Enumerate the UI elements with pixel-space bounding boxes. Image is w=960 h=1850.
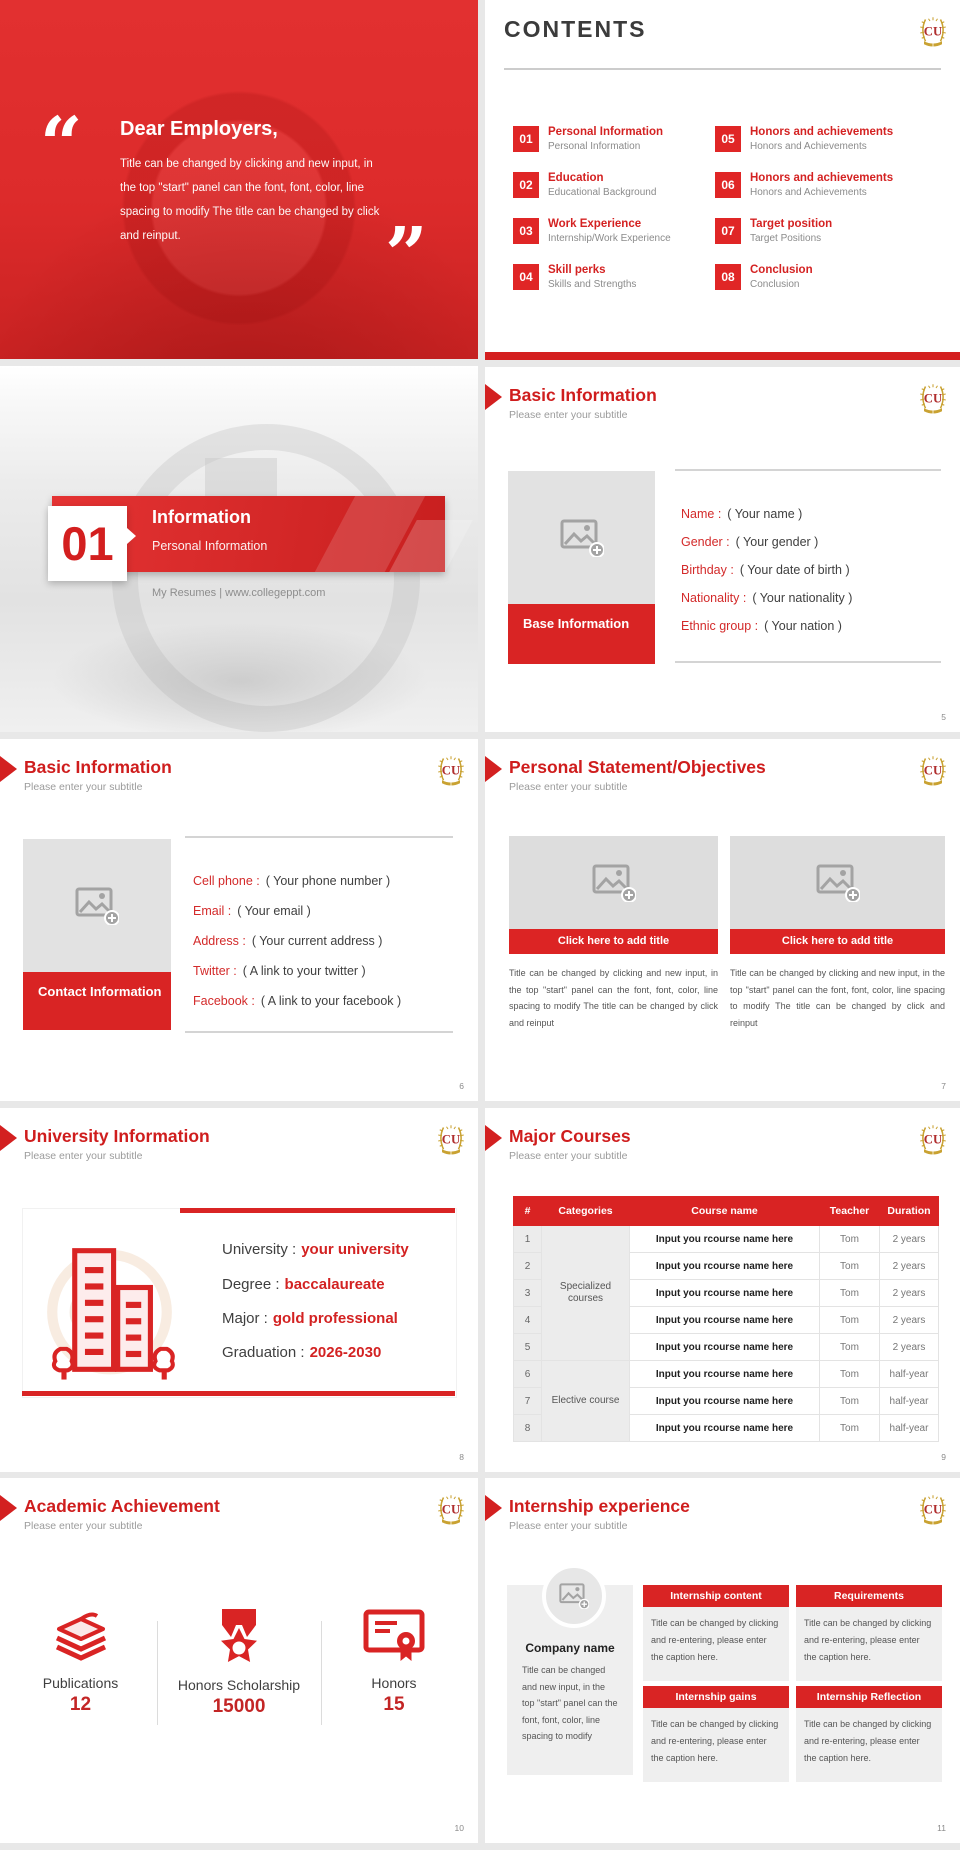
cu-logo-icon [918, 753, 948, 788]
cell-duration: 2 years [880, 1226, 939, 1253]
requirements-box [796, 1585, 942, 1681]
field-ethnic-group [681, 619, 842, 633]
university-building-icon [42, 1234, 177, 1386]
red-triangle-icon [485, 1495, 502, 1521]
cell-num: 1 [514, 1226, 542, 1253]
stat-label: Honors Scholarship [177, 1677, 301, 1693]
col-header: Categories [542, 1197, 630, 1226]
page-title: University Information [24, 1126, 210, 1146]
heading-divider [504, 68, 941, 70]
col-header: # [514, 1197, 542, 1226]
slide-internship-experience[interactable] [485, 1478, 960, 1843]
item-title: Education [548, 172, 604, 184]
field-value: ( A link to your twitter ) [242, 964, 366, 978]
cell-category: Elective course [542, 1361, 630, 1442]
cell-teacher: Tom [820, 1334, 880, 1361]
stat-label: Publications [42, 1675, 119, 1691]
photo-placeholder[interactable] [509, 836, 718, 929]
page-title: Basic Information [509, 385, 657, 405]
photo-sign-decoration [205, 458, 277, 498]
cell-teacher: Tom [820, 1415, 880, 1442]
section-footer-text: My Resumes | www.collegeppt.com [152, 587, 326, 599]
contents-item-06 [715, 172, 933, 198]
section-title: Information [152, 507, 251, 527]
page-title: Basic Information [24, 757, 172, 777]
item-subtitle: Honors and Achievements [750, 141, 867, 152]
stat-label: Honors [371, 1675, 417, 1691]
page-subtitle: Please enter your subtitle [24, 781, 143, 793]
slide-major-courses[interactable] [485, 1108, 960, 1472]
page-subtitle: Please enter your subtitle [24, 1150, 143, 1162]
open-quote-icon: “ [40, 102, 83, 188]
red-triangle-icon [485, 1125, 502, 1151]
cell-teacher: Tom [820, 1307, 880, 1334]
books-icon [49, 1606, 113, 1664]
section-subtitle: Personal Information [152, 539, 268, 553]
photo-placeholder[interactable] [23, 839, 171, 972]
field-nationality [681, 591, 852, 605]
item-number-badge: 08 [715, 264, 741, 290]
cell-num: 5 [514, 1334, 542, 1361]
red-triangle-icon [0, 1495, 17, 1521]
page-number: 11 [937, 1823, 946, 1833]
page-subtitle: Please enter your subtitle [509, 781, 628, 793]
image-add-icon [559, 1583, 589, 1609]
contents-item-05 [715, 126, 933, 152]
box-caption: Title can be changed by clicking and re-entering, please enter the caption here. [643, 1607, 789, 1681]
company-photo-placeholder[interactable] [542, 1564, 606, 1628]
internship-content-box [643, 1585, 789, 1681]
certificate-icon [362, 1606, 426, 1664]
slide-basic-info-personal[interactable] [485, 367, 960, 732]
divider [185, 836, 453, 838]
field-cell-phone [193, 874, 390, 888]
page-number: 9 [941, 1452, 946, 1462]
col-header: Course name [630, 1197, 820, 1226]
cover-title: Dear Employers, [120, 118, 278, 140]
item-title: Honors and achievements [750, 172, 894, 184]
divider [675, 469, 941, 471]
field-label: Birthday : [681, 563, 734, 577]
contact-information-label: Contact Information [23, 972, 171, 1030]
slide-section-01[interactable] [0, 366, 478, 732]
cell-course: Input you rcourse name here [630, 1226, 820, 1253]
item-subtitle: Honors and Achievements [750, 187, 867, 198]
item-number-badge: 07 [715, 218, 741, 244]
contents-item-07 [715, 218, 933, 244]
stat-publications [8, 1606, 153, 1716]
item-subtitle: Personal Information [548, 141, 641, 152]
cell-num: 8 [514, 1415, 542, 1442]
box-header: Internship gains [643, 1686, 789, 1708]
stat-honors [324, 1606, 464, 1716]
courses-table [513, 1196, 939, 1442]
box-header: Requirements [796, 1585, 942, 1607]
caption-text: Title can be changed by clicking and new input, in the top "start" panel can the font, font, color, line spacing to modify The title can be changed by click and reinput [730, 968, 945, 1028]
page-number: 6 [459, 1081, 464, 1091]
stat-value: 15 [383, 1694, 405, 1715]
divider [157, 1621, 158, 1725]
cell-num: 4 [514, 1307, 542, 1334]
cell-teacher: Tom [820, 1388, 880, 1415]
contents-item-03 [513, 218, 731, 244]
page-subtitle: Please enter your subtitle [24, 1520, 143, 1532]
cu-logo-icon [436, 753, 466, 788]
cell-course: Input you rcourse name here [630, 1334, 820, 1361]
image-add-icon [75, 887, 119, 925]
field-value: ( Your date of birth ) [739, 563, 850, 577]
red-triangle-icon [485, 384, 502, 410]
item-subtitle: Educational Background [548, 187, 657, 198]
field-name [681, 507, 802, 521]
slide-academic-achievement[interactable] [0, 1478, 478, 1843]
table-header-row [514, 1197, 939, 1226]
close-quote-icon: ” [385, 212, 428, 298]
table-row [514, 1226, 939, 1253]
contents-item-04 [513, 264, 731, 290]
page-subtitle: Please enter your subtitle [509, 409, 628, 421]
field-value: ( Your gender ) [735, 535, 819, 549]
photo-placeholder[interactable] [730, 836, 945, 929]
field-address [193, 934, 382, 948]
divider [185, 1031, 453, 1033]
field-label: Facebook : [193, 994, 255, 1008]
slide-contents[interactable] [485, 0, 960, 360]
item-title: Work Experience [548, 218, 642, 230]
item-title: Honors and achievements [750, 126, 894, 138]
cell-teacher: Tom [820, 1280, 880, 1307]
section-number: 01 [48, 506, 127, 581]
cell-category: Specialized courses [542, 1226, 630, 1361]
page-number: 7 [941, 1081, 946, 1091]
field-value: ( Your nation ) [764, 619, 842, 633]
divider [321, 1621, 322, 1725]
field-value: ( Your phone number ) [265, 874, 391, 888]
cu-logo-icon [436, 1122, 466, 1157]
page-number: 8 [459, 1452, 464, 1462]
company-name: Company name [525, 1641, 615, 1655]
field-value: ( Your name ) [727, 507, 803, 521]
graduation-row [222, 1344, 381, 1361]
cell-duration: half-year [880, 1361, 939, 1388]
contents-item-01 [513, 126, 731, 152]
item-title: Personal Information [548, 126, 664, 138]
cover-body-text: Title can be changed by clicking and new input, in the top "start" panel can the font, font, color, line spacing to modify The title can be changed by click and reinput. [120, 158, 380, 242]
item-number-badge: 02 [513, 172, 539, 198]
page-title: Personal Statement/Objectives [509, 757, 766, 777]
cu-logo-icon [918, 14, 948, 49]
field-label: Email : [193, 904, 232, 918]
slide-university-info[interactable] [0, 1108, 478, 1472]
field-gender [681, 535, 818, 549]
row-label: University : [222, 1241, 297, 1258]
red-triangle-icon [0, 1125, 17, 1151]
cell-course: Input you rcourse name here [630, 1253, 820, 1280]
field-facebook [193, 994, 401, 1008]
field-label: Nationality : [681, 591, 747, 605]
field-email [193, 904, 311, 918]
cell-duration: half-year [880, 1388, 939, 1415]
slide-personal-statement[interactable] [485, 739, 960, 1101]
stat-scholarship [160, 1606, 318, 1718]
field-value: ( Your email ) [237, 904, 311, 918]
internship-reflection-box [796, 1686, 942, 1782]
slide-cover-quote[interactable] [0, 0, 478, 359]
item-subtitle: Skills and Strengths [548, 279, 637, 290]
table-row [514, 1361, 939, 1388]
item-number-badge: 06 [715, 172, 741, 198]
cell-course: Input you rcourse name here [630, 1415, 820, 1442]
row-value: 2026-2030 [309, 1344, 382, 1361]
cell-num: 6 [514, 1361, 542, 1388]
box-header: Internship content [643, 1585, 789, 1607]
cell-teacher: Tom [820, 1226, 880, 1253]
caption-text: Title can be changed by clicking and new input, in the top "start" panel can the font, font, color, line spacing to modify The title can be changed by click and reinput [509, 968, 718, 1028]
row-value: your university [301, 1241, 409, 1258]
field-label: Twitter : [193, 964, 237, 978]
contents-heading: CONTENTS [504, 16, 647, 42]
red-accent-line [22, 1391, 455, 1396]
medal-star-icon [209, 1606, 269, 1666]
row-label: Graduation : [222, 1344, 305, 1361]
page-title: Major Courses [509, 1126, 631, 1146]
row-label: Major : [222, 1310, 268, 1327]
university-row [222, 1241, 409, 1258]
field-value: ( Your current address ) [251, 934, 383, 948]
col-header: Teacher [820, 1197, 880, 1226]
field-value: ( Your nationality ) [752, 591, 853, 605]
ribbon-notch-icon [127, 528, 136, 544]
contents-item-02 [513, 172, 731, 198]
page-subtitle: Please enter your subtitle [509, 1520, 628, 1532]
field-label: Ethnic group : [681, 619, 759, 633]
company-caption: Title can be changed and new input, in the top "start" panel can the font, font, color, line spacing to modify [522, 1665, 618, 1741]
field-value: ( A link to your facebook ) [260, 994, 402, 1008]
box-caption: Title can be changed by clicking and re-entering, please enter the caption here. [796, 1708, 942, 1782]
cell-num: 3 [514, 1280, 542, 1307]
red-accent-line [180, 1208, 455, 1213]
item-title: Target position [750, 218, 833, 230]
base-information-label: Base Information [508, 604, 655, 664]
cell-duration: half-year [880, 1415, 939, 1442]
red-triangle-icon [0, 756, 17, 782]
red-triangle-icon [485, 756, 502, 782]
field-twitter [193, 964, 366, 978]
page-number: 10 [454, 1823, 464, 1833]
cu-logo-icon [436, 1492, 466, 1527]
photo-placeholder[interactable] [508, 471, 655, 604]
photo-car-decoration [50, 621, 430, 732]
item-title: Skill perks [548, 264, 606, 276]
item-number-badge: 01 [513, 126, 539, 152]
field-label: Address : [193, 934, 246, 948]
cell-duration: 2 years [880, 1334, 939, 1361]
stat-value: 12 [69, 1694, 92, 1715]
image-add-icon [816, 864, 860, 902]
slide-basic-info-contact[interactable] [0, 739, 478, 1101]
item-subtitle: Conclusion [750, 279, 800, 290]
cell-num: 7 [514, 1388, 542, 1415]
box-header: Internship Reflection [796, 1686, 942, 1708]
item-subtitle: Internship/Work Experience [548, 233, 671, 244]
item-number-badge: 03 [513, 218, 539, 244]
item-title: Conclusion [750, 264, 813, 276]
divider [675, 661, 941, 663]
page-title: Academic Achievement [24, 1496, 220, 1516]
item-number-badge: 05 [715, 126, 741, 152]
cu-logo-icon [918, 1492, 948, 1527]
image-add-icon [560, 519, 604, 557]
cell-teacher: Tom [820, 1361, 880, 1388]
image-add-icon [592, 864, 636, 902]
add-title-button[interactable]: Click here to add title [509, 929, 718, 954]
cell-course: Input you rcourse name here [630, 1388, 820, 1415]
add-title-button[interactable]: Click here to add title [730, 929, 945, 954]
contents-item-08 [715, 264, 933, 290]
page-number: 5 [941, 712, 946, 722]
row-value: gold professional [272, 1310, 398, 1327]
cell-duration: 2 years [880, 1280, 939, 1307]
cell-teacher: Tom [820, 1253, 880, 1280]
box-caption: Title can be changed by clicking and re-entering, please enter the caption here. [796, 1607, 942, 1681]
row-label: Degree : [222, 1276, 280, 1293]
internship-gains-box [643, 1686, 789, 1782]
item-number-badge: 04 [513, 264, 539, 290]
page-subtitle: Please enter your subtitle [509, 1150, 628, 1162]
col-header: Duration [880, 1197, 939, 1226]
major-row [222, 1310, 398, 1327]
field-label: Name : [681, 507, 722, 521]
page-title: Internship experience [509, 1496, 690, 1516]
item-subtitle: Target Positions [750, 233, 822, 244]
row-value: baccalaureate [284, 1276, 385, 1293]
degree-row [222, 1276, 385, 1293]
cell-num: 2 [514, 1253, 542, 1280]
field-label: Cell phone : [193, 874, 260, 888]
contents-bottom-bar [485, 352, 960, 360]
field-birthday [681, 563, 850, 577]
field-label: Gender : [681, 535, 730, 549]
cu-logo-icon [918, 381, 948, 416]
cell-course: Input you rcourse name here [630, 1307, 820, 1334]
cell-course: Input you rcourse name here [630, 1280, 820, 1307]
stat-value: 15000 [212, 1696, 266, 1717]
box-caption: Title can be changed by clicking and re-entering, please enter the caption here. [643, 1708, 789, 1782]
cell-course: Input you rcourse name here [630, 1361, 820, 1388]
cell-duration: 2 years [880, 1253, 939, 1280]
cu-logo-icon [918, 1122, 948, 1157]
cell-duration: 2 years [880, 1307, 939, 1334]
